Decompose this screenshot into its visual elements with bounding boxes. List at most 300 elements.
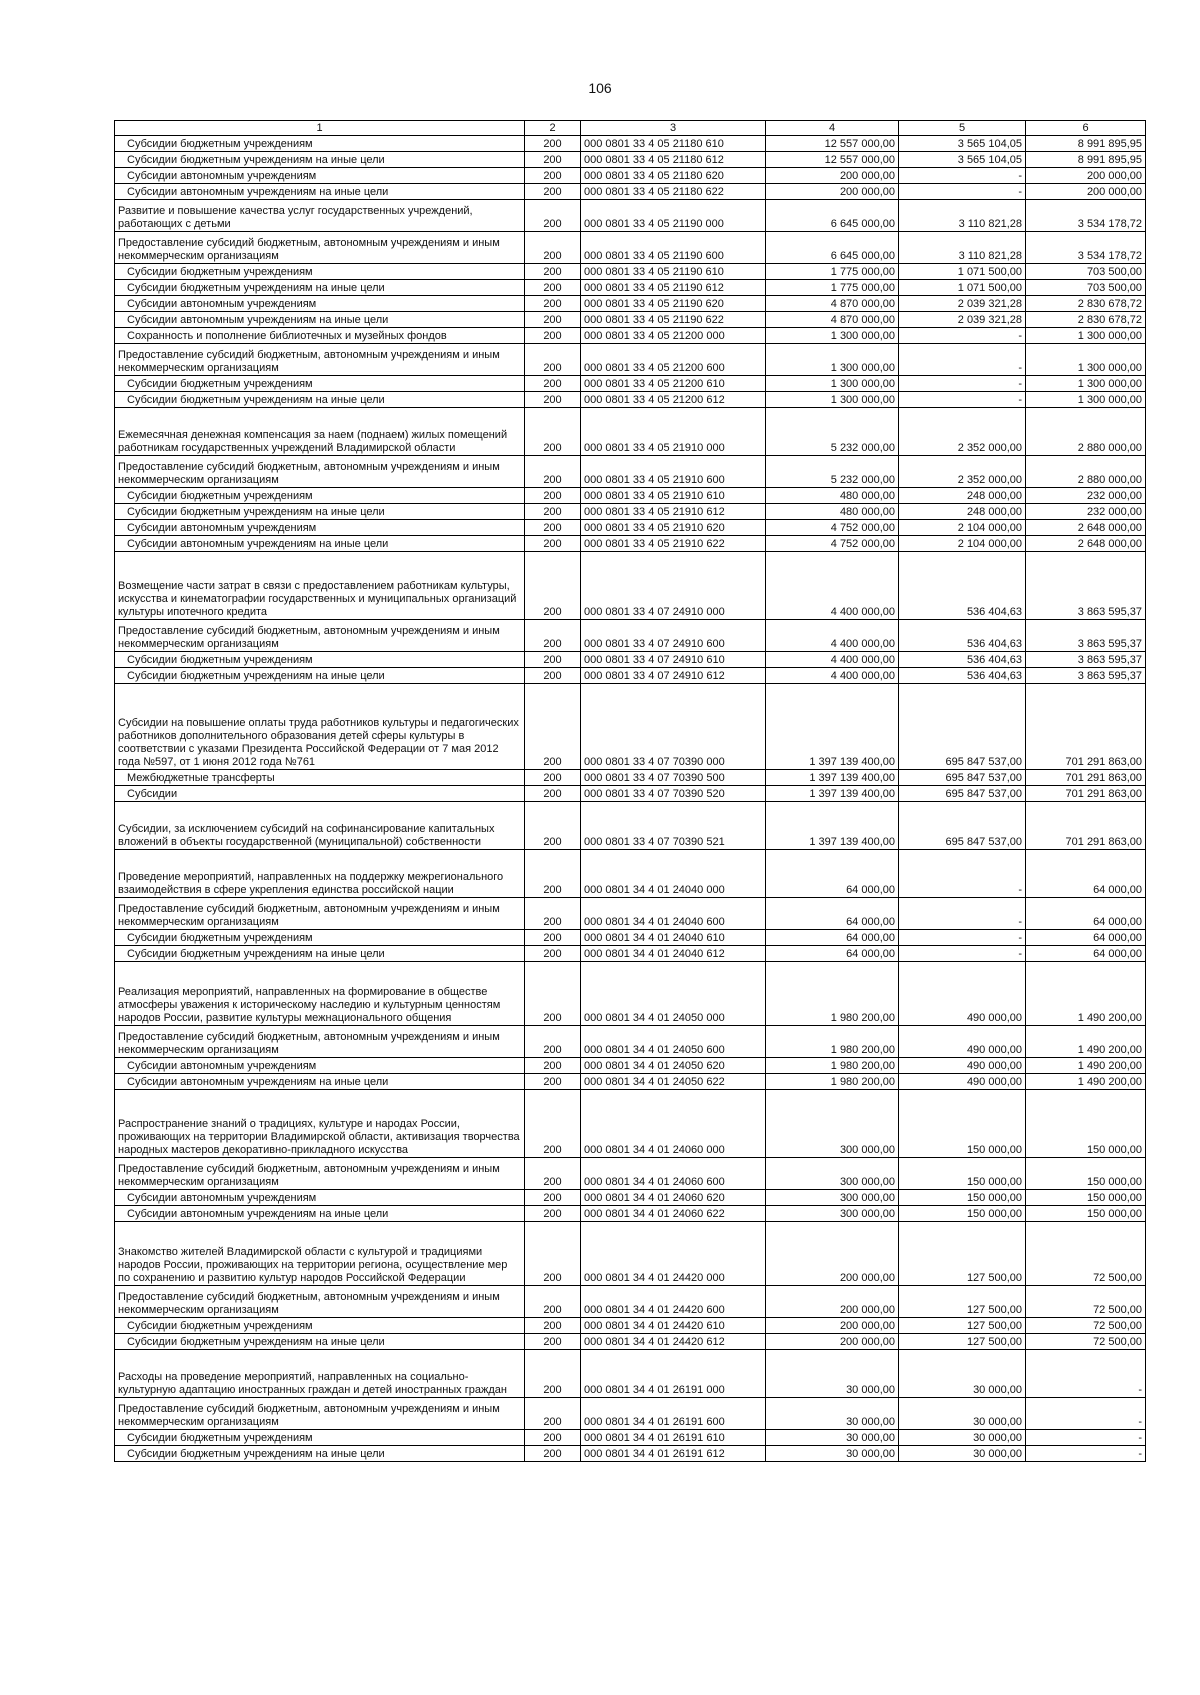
row-amount-col6-cell: 701 291 863,00 (1026, 684, 1146, 770)
row-name-cell: Субсидии автономным учреждениям на иные цели (115, 312, 525, 328)
row-amount-col6-cell: 64 000,00 (1026, 850, 1146, 898)
row-amount-col6-cell: 64 000,00 (1026, 930, 1146, 946)
row-code-cell: 200 (525, 1398, 581, 1430)
row-classification-cell: 000 0801 34 4 01 24050 600 (581, 1026, 766, 1058)
row-amount-col5-cell: 2 104 000,00 (899, 520, 1026, 536)
row-name-cell: Субсидии на повышение оплаты труда работников культуры и педагогических работников дополнительного образования детей сферы культуры в соответствии с указами Президента Российской Федерации от 7 мая 2012 года №597, от 1 июня 2012 года №761 (115, 684, 525, 770)
row-amount-col4-cell: 480 000,00 (766, 504, 899, 520)
row-code-cell: 200 (525, 200, 581, 232)
table-row (115, 684, 1146, 770)
row-name-cell: Субсидии автономным учреждениям на иные цели (115, 1074, 525, 1090)
row-name-cell: Расходы на проведение мероприятий, направленных на социально-культурную адаптацию иностранных граждан и детей иностранных граждан (115, 1350, 525, 1398)
row-classification-cell: 000 0801 33 4 05 21190 612 (581, 280, 766, 296)
table-row (115, 376, 1146, 392)
row-classification-cell: 000 0801 33 4 05 21190 000 (581, 200, 766, 232)
table-row (115, 504, 1146, 520)
row-classification-cell: 000 0801 34 4 01 24420 612 (581, 1334, 766, 1350)
row-amount-col5-cell: 1 071 500,00 (899, 264, 1026, 280)
table-row (115, 408, 1146, 456)
table-row (115, 1398, 1146, 1430)
table-row (115, 136, 1146, 152)
row-name-cell: Проведение мероприятий, направленных на поддержку межрегионального взаимодействия в сфере укрепления единства российской нации (115, 850, 525, 898)
row-amount-col6-cell: 1 490 200,00 (1026, 1074, 1146, 1090)
row-classification-cell: 000 0801 33 4 07 24910 610 (581, 652, 766, 668)
column-number-row (115, 121, 1146, 136)
row-amount-col6-cell: 701 291 863,00 (1026, 786, 1146, 802)
row-amount-col5-cell: - (899, 184, 1026, 200)
row-amount-col4-cell: 480 000,00 (766, 488, 899, 504)
row-classification-cell: 000 0801 33 4 05 21910 622 (581, 536, 766, 552)
row-amount-col6-cell: 701 291 863,00 (1026, 770, 1146, 786)
row-amount-col6-cell: 72 500,00 (1026, 1222, 1146, 1286)
row-amount-col5-cell: 1 071 500,00 (899, 280, 1026, 296)
row-code-cell: 200 (525, 802, 581, 850)
row-name-cell: Субсидии автономным учреждениям на иные цели (115, 536, 525, 552)
row-code-cell: 200 (525, 1090, 581, 1158)
row-classification-cell: 000 0801 34 4 01 24050 622 (581, 1074, 766, 1090)
row-classification-cell: 000 0801 33 4 05 21180 620 (581, 168, 766, 184)
row-amount-col6-cell: 150 000,00 (1026, 1090, 1146, 1158)
row-name-cell: Субсидии бюджетным учреждениям на иные цели (115, 1446, 525, 1462)
row-name-cell: Субсидии бюджетным учреждениям (115, 930, 525, 946)
table-row (115, 962, 1146, 1026)
row-amount-col4-cell: 64 000,00 (766, 850, 899, 898)
row-amount-col4-cell: 200 000,00 (766, 184, 899, 200)
row-amount-col4-cell: 1 980 200,00 (766, 1026, 899, 1058)
budget-table (114, 120, 1146, 1462)
row-classification-cell: 000 0801 33 4 05 21910 610 (581, 488, 766, 504)
row-classification-cell: 000 0801 33 4 07 70390 520 (581, 786, 766, 802)
row-amount-col6-cell: 3 863 595,37 (1026, 652, 1146, 668)
table-row (115, 1446, 1146, 1462)
table-row (115, 1318, 1146, 1334)
row-amount-col6-cell: 2 648 000,00 (1026, 520, 1146, 536)
row-amount-col4-cell: 1 980 200,00 (766, 1074, 899, 1090)
table-row (115, 328, 1146, 344)
row-code-cell: 200 (525, 1074, 581, 1090)
row-amount-col5-cell: - (899, 344, 1026, 376)
row-code-cell: 200 (525, 520, 581, 536)
row-code-cell: 200 (525, 376, 581, 392)
row-name-cell: Предоставление субсидий бюджетным, автономным учреждениям и иным некоммерческим организациям (115, 456, 525, 488)
row-classification-cell: 000 0801 34 4 01 24420 000 (581, 1222, 766, 1286)
table-row (115, 200, 1146, 232)
table-row (115, 930, 1146, 946)
row-code-cell: 200 (525, 1206, 581, 1222)
row-classification-cell: 000 0801 33 4 05 21910 620 (581, 520, 766, 536)
table-row (115, 520, 1146, 536)
row-code-cell: 200 (525, 184, 581, 200)
row-classification-cell: 000 0801 33 4 07 70390 500 (581, 770, 766, 786)
table-row (115, 1334, 1146, 1350)
row-name-cell: Субсидии (115, 786, 525, 802)
row-name-cell: Предоставление субсидий бюджетным, автономным учреждениям и иным некоммерческим организациям (115, 1398, 525, 1430)
row-amount-col4-cell: 300 000,00 (766, 1206, 899, 1222)
row-name-cell: Субсидии бюджетным учреждениям на иные цели (115, 1334, 525, 1350)
row-code-cell: 200 (525, 770, 581, 786)
row-code-cell: 200 (525, 684, 581, 770)
row-classification-cell: 000 0801 34 4 01 24420 600 (581, 1286, 766, 1318)
table-row (115, 1026, 1146, 1058)
row-amount-col4-cell: 6 645 000,00 (766, 232, 899, 264)
row-amount-col6-cell: 3 863 595,37 (1026, 552, 1146, 620)
row-amount-col6-cell: 200 000,00 (1026, 184, 1146, 200)
table-row (115, 850, 1146, 898)
row-amount-col4-cell: 1 397 139 400,00 (766, 770, 899, 786)
row-name-cell: Знакомство жителей Владимирской области с культурой и традициями народов России, проживающих на территории региона, осуществление мер по сохранению и развитию культур народов Российской Федерации (115, 1222, 525, 1286)
table-row (115, 1206, 1146, 1222)
table-row (115, 1430, 1146, 1446)
row-amount-col6-cell: 150 000,00 (1026, 1206, 1146, 1222)
row-code-cell: 200 (525, 504, 581, 520)
row-code-cell: 200 (525, 280, 581, 296)
row-name-cell: Субсидии бюджетным учреждениям (115, 652, 525, 668)
row-amount-col5-cell: 2 352 000,00 (899, 408, 1026, 456)
row-amount-col6-cell: 8 991 895,95 (1026, 152, 1146, 168)
row-name-cell: Субсидии бюджетным учреждениям на иные цели (115, 668, 525, 684)
row-amount-col5-cell: 2 039 321,28 (899, 312, 1026, 328)
row-amount-col5-cell: 150 000,00 (899, 1090, 1026, 1158)
row-name-cell: Субсидии автономным учреждениям (115, 520, 525, 536)
row-amount-col4-cell: 30 000,00 (766, 1430, 899, 1446)
row-amount-col5-cell: 248 000,00 (899, 504, 1026, 520)
table-row (115, 168, 1146, 184)
row-amount-col5-cell: 127 500,00 (899, 1318, 1026, 1334)
row-amount-col6-cell: 150 000,00 (1026, 1158, 1146, 1190)
row-amount-col5-cell: 3 565 104,05 (899, 152, 1026, 168)
row-name-cell: Межбюджетные трансферты (115, 770, 525, 786)
row-code-cell: 200 (525, 652, 581, 668)
row-amount-col6-cell: 2 880 000,00 (1026, 456, 1146, 488)
row-classification-cell: 000 0801 34 4 01 24050 000 (581, 962, 766, 1026)
budget-table-body (115, 136, 1146, 1462)
row-amount-col4-cell: 300 000,00 (766, 1190, 899, 1206)
row-classification-cell: 000 0801 33 4 05 21190 620 (581, 296, 766, 312)
row-classification-cell: 000 0801 34 4 01 26191 600 (581, 1398, 766, 1430)
row-amount-col6-cell: 1 300 000,00 (1026, 328, 1146, 344)
row-code-cell: 200 (525, 152, 581, 168)
row-amount-col5-cell: - (899, 392, 1026, 408)
row-amount-col5-cell: 127 500,00 (899, 1222, 1026, 1286)
table-row (115, 392, 1146, 408)
row-amount-col4-cell: 4 870 000,00 (766, 312, 899, 328)
row-code-cell: 200 (525, 328, 581, 344)
row-amount-col5-cell: 490 000,00 (899, 1026, 1026, 1058)
row-amount-col5-cell: 536 404,63 (899, 652, 1026, 668)
row-name-cell: Субсидии бюджетным учреждениям (115, 264, 525, 280)
row-code-cell: 200 (525, 1222, 581, 1286)
column-header: 3 (581, 121, 766, 136)
row-amount-col4-cell: 4 400 000,00 (766, 552, 899, 620)
row-amount-col6-cell: 2 830 678,72 (1026, 296, 1146, 312)
row-amount-col4-cell: 4 752 000,00 (766, 536, 899, 552)
row-classification-cell: 000 0801 33 4 07 70390 000 (581, 684, 766, 770)
row-name-cell: Субсидии автономным учреждениям (115, 296, 525, 312)
row-name-cell: Предоставление субсидий бюджетным, автономным учреждениям и иным некоммерческим организациям (115, 344, 525, 376)
row-amount-col6-cell: 200 000,00 (1026, 168, 1146, 184)
table-row (115, 312, 1146, 328)
row-classification-cell: 000 0801 34 4 01 24050 620 (581, 1058, 766, 1074)
row-code-cell: 200 (525, 536, 581, 552)
row-code-cell: 200 (525, 232, 581, 264)
row-code-cell: 200 (525, 344, 581, 376)
row-name-cell: Предоставление субсидий бюджетным, автономным учреждениям и иным некоммерческим организациям (115, 620, 525, 652)
row-amount-col4-cell: 4 400 000,00 (766, 668, 899, 684)
row-amount-col6-cell: - (1026, 1430, 1146, 1446)
row-amount-col5-cell: 127 500,00 (899, 1334, 1026, 1350)
row-amount-col4-cell: 300 000,00 (766, 1090, 899, 1158)
row-code-cell: 200 (525, 1334, 581, 1350)
row-amount-col4-cell: 30 000,00 (766, 1446, 899, 1462)
row-amount-col5-cell: 150 000,00 (899, 1158, 1026, 1190)
row-code-cell: 200 (525, 456, 581, 488)
row-name-cell: Предоставление субсидий бюджетным, автономным учреждениям и иным некоммерческим организациям (115, 1158, 525, 1190)
row-amount-col6-cell: 3 863 595,37 (1026, 620, 1146, 652)
table-row (115, 184, 1146, 200)
table-row (115, 652, 1146, 668)
row-classification-cell: 000 0801 34 4 01 24420 610 (581, 1318, 766, 1334)
table-row (115, 1190, 1146, 1206)
row-code-cell: 200 (525, 136, 581, 152)
row-amount-col6-cell: 2 648 000,00 (1026, 536, 1146, 552)
row-amount-col4-cell: 1 300 000,00 (766, 344, 899, 376)
row-classification-cell: 000 0801 34 4 01 24060 600 (581, 1158, 766, 1190)
row-code-cell: 200 (525, 946, 581, 962)
budget-sheet (114, 120, 1146, 1462)
table-row (115, 232, 1146, 264)
row-name-cell: Развитие и повышение качества услуг государственных учреждений, работающих с детьми (115, 200, 525, 232)
row-classification-cell: 000 0801 34 4 01 24040 610 (581, 930, 766, 946)
row-amount-col5-cell: - (899, 898, 1026, 930)
row-name-cell: Субсидии автономным учреждениям на иные цели (115, 1206, 525, 1222)
row-classification-cell: 000 0801 34 4 01 26191 000 (581, 1350, 766, 1398)
row-amount-col5-cell: 150 000,00 (899, 1206, 1026, 1222)
row-classification-cell: 000 0801 34 4 01 24060 620 (581, 1190, 766, 1206)
table-row (115, 1074, 1146, 1090)
row-amount-col6-cell: - (1026, 1350, 1146, 1398)
row-amount-col6-cell: - (1026, 1398, 1146, 1430)
row-amount-col4-cell: 1 300 000,00 (766, 392, 899, 408)
row-amount-col6-cell: 1 490 200,00 (1026, 1026, 1146, 1058)
row-name-cell: Предоставление субсидий бюджетным, автономным учреждениям и иным некоммерческим организациям (115, 1286, 525, 1318)
table-row (115, 1222, 1146, 1286)
row-name-cell: Возмещение части затрат в связи с предоставлением работникам культуры, искусства и кинематографии государственных и муниципальных организаций культуры ипотечного кредита (115, 552, 525, 620)
table-row (115, 344, 1146, 376)
row-code-cell: 200 (525, 312, 581, 328)
row-amount-col4-cell: 1 397 139 400,00 (766, 802, 899, 850)
row-name-cell: Субсидии бюджетным учреждениям (115, 1430, 525, 1446)
row-amount-col4-cell: 200 000,00 (766, 168, 899, 184)
row-classification-cell: 000 0801 33 4 05 21910 612 (581, 504, 766, 520)
row-amount-col5-cell: - (899, 328, 1026, 344)
row-code-cell: 200 (525, 168, 581, 184)
row-amount-col5-cell: 536 404,63 (899, 552, 1026, 620)
row-amount-col6-cell: 2 880 000,00 (1026, 408, 1146, 456)
row-code-cell: 200 (525, 1058, 581, 1074)
row-classification-cell: 000 0801 34 4 01 24060 622 (581, 1206, 766, 1222)
row-amount-col5-cell: 3 565 104,05 (899, 136, 1026, 152)
table-row (115, 1350, 1146, 1398)
row-amount-col4-cell: 300 000,00 (766, 1158, 899, 1190)
row-name-cell: Субсидии автономным учреждениям на иные цели (115, 184, 525, 200)
row-amount-col4-cell: 4 400 000,00 (766, 652, 899, 668)
row-code-cell: 200 (525, 552, 581, 620)
row-amount-col6-cell: 703 500,00 (1026, 280, 1146, 296)
row-classification-cell: 000 0801 34 4 01 24040 600 (581, 898, 766, 930)
row-amount-col4-cell: 1 980 200,00 (766, 962, 899, 1026)
row-code-cell: 200 (525, 296, 581, 312)
row-name-cell: Предоставление субсидий бюджетным, автономным учреждениям и иным некоммерческим организациям (115, 1026, 525, 1058)
row-classification-cell: 000 0801 33 4 05 21200 612 (581, 392, 766, 408)
row-classification-cell: 000 0801 34 4 01 26191 612 (581, 1446, 766, 1462)
row-amount-col5-cell: - (899, 930, 1026, 946)
row-code-cell: 200 (525, 898, 581, 930)
row-amount-col4-cell: 4 400 000,00 (766, 620, 899, 652)
row-name-cell: Предоставление субсидий бюджетным, автономным учреждениям и иным некоммерческим организациям (115, 232, 525, 264)
row-amount-col5-cell: 248 000,00 (899, 488, 1026, 504)
row-amount-col5-cell: - (899, 376, 1026, 392)
row-classification-cell: 000 0801 33 4 05 21190 622 (581, 312, 766, 328)
row-classification-cell: 000 0801 33 4 07 70390 521 (581, 802, 766, 850)
row-classification-cell: 000 0801 34 4 01 24040 000 (581, 850, 766, 898)
row-amount-col4-cell: 1 775 000,00 (766, 280, 899, 296)
row-name-cell: Сохранность и пополнение библиотечных и музейных фондов (115, 328, 525, 344)
row-name-cell: Ежемесячная денежная компенсация за наем (поднаем) жилых помещений работникам государственных учреждений Владимирской области (115, 408, 525, 456)
row-code-cell: 200 (525, 408, 581, 456)
row-classification-cell: 000 0801 33 4 05 21910 600 (581, 456, 766, 488)
row-classification-cell: 000 0801 33 4 05 21200 600 (581, 344, 766, 376)
row-classification-cell: 000 0801 33 4 05 21200 000 (581, 328, 766, 344)
row-classification-cell: 000 0801 33 4 05 21180 612 (581, 152, 766, 168)
row-amount-col6-cell: 232 000,00 (1026, 488, 1146, 504)
row-amount-col4-cell: 200 000,00 (766, 1286, 899, 1318)
row-name-cell: Субсидии бюджетным учреждениям на иные цели (115, 152, 525, 168)
row-amount-col5-cell: 695 847 537,00 (899, 684, 1026, 770)
row-amount-col6-cell: - (1026, 1446, 1146, 1462)
row-amount-col5-cell: 30 000,00 (899, 1398, 1026, 1430)
row-classification-cell: 000 0801 33 4 05 21180 610 (581, 136, 766, 152)
row-code-cell: 200 (525, 264, 581, 280)
table-row (115, 1158, 1146, 1190)
table-row (115, 264, 1146, 280)
row-code-cell: 200 (525, 488, 581, 504)
row-code-cell: 200 (525, 1026, 581, 1058)
table-row (115, 620, 1146, 652)
page-number: 106 (588, 80, 612, 96)
row-amount-col4-cell: 200 000,00 (766, 1334, 899, 1350)
row-amount-col4-cell: 200 000,00 (766, 1222, 899, 1286)
row-amount-col5-cell: 2 039 321,28 (899, 296, 1026, 312)
table-row (115, 552, 1146, 620)
row-amount-col4-cell: 5 232 000,00 (766, 408, 899, 456)
row-amount-col6-cell: 1 300 000,00 (1026, 392, 1146, 408)
row-amount-col4-cell: 64 000,00 (766, 930, 899, 946)
column-header: 4 (766, 121, 899, 136)
row-classification-cell: 000 0801 33 4 05 21190 600 (581, 232, 766, 264)
row-amount-col5-cell: 695 847 537,00 (899, 770, 1026, 786)
row-amount-col5-cell: 536 404,63 (899, 620, 1026, 652)
table-row (115, 1058, 1146, 1074)
row-classification-cell: 000 0801 33 4 07 24910 600 (581, 620, 766, 652)
row-amount-col5-cell: 127 500,00 (899, 1286, 1026, 1318)
row-amount-col5-cell: 536 404,63 (899, 668, 1026, 684)
row-amount-col5-cell: 2 352 000,00 (899, 456, 1026, 488)
row-amount-col6-cell: 701 291 863,00 (1026, 802, 1146, 850)
row-amount-col4-cell: 4 752 000,00 (766, 520, 899, 536)
row-amount-col4-cell: 4 870 000,00 (766, 296, 899, 312)
row-code-cell: 200 (525, 668, 581, 684)
row-amount-col4-cell: 30 000,00 (766, 1398, 899, 1430)
row-name-cell: Субсидии бюджетным учреждениям (115, 376, 525, 392)
row-amount-col6-cell: 1 300 000,00 (1026, 376, 1146, 392)
row-amount-col4-cell: 6 645 000,00 (766, 200, 899, 232)
row-name-cell: Субсидии бюджетным учреждениям (115, 136, 525, 152)
row-name-cell: Распространение знаний о традициях, культуре и народах России, проживающих на территории Владимирской области, активизация творчества народных мастеров декоративно-прикладного искусства (115, 1090, 525, 1158)
row-classification-cell: 000 0801 34 4 01 24040 612 (581, 946, 766, 962)
row-name-cell: Субсидии автономным учреждениям (115, 1058, 525, 1074)
row-amount-col6-cell: 1 490 200,00 (1026, 962, 1146, 1026)
table-row (115, 786, 1146, 802)
row-code-cell: 200 (525, 1318, 581, 1334)
row-amount-col4-cell: 1 300 000,00 (766, 328, 899, 344)
row-amount-col5-cell: 2 104 000,00 (899, 536, 1026, 552)
row-classification-cell: 000 0801 33 4 05 21190 610 (581, 264, 766, 280)
row-amount-col6-cell: 3 534 178,72 (1026, 200, 1146, 232)
row-classification-cell: 000 0801 33 4 05 21180 622 (581, 184, 766, 200)
column-header: 1 (115, 121, 525, 136)
table-row (115, 946, 1146, 962)
row-classification-cell: 000 0801 34 4 01 24060 000 (581, 1090, 766, 1158)
row-classification-cell: 000 0801 33 4 05 21200 610 (581, 376, 766, 392)
row-code-cell: 200 (525, 1350, 581, 1398)
row-amount-col6-cell: 150 000,00 (1026, 1190, 1146, 1206)
row-name-cell: Субсидии бюджетным учреждениям на иные цели (115, 946, 525, 962)
row-amount-col4-cell: 1 775 000,00 (766, 264, 899, 280)
row-name-cell: Субсидии, за исключением субсидий на софинансирование капитальных вложений в объекты государственной (муниципальной) собственности (115, 802, 525, 850)
row-code-cell: 200 (525, 392, 581, 408)
table-row (115, 296, 1146, 312)
row-amount-col6-cell: 1 490 200,00 (1026, 1058, 1146, 1074)
row-name-cell: Субсидии автономным учреждениям (115, 1190, 525, 1206)
row-name-cell: Субсидии бюджетным учреждениям на иные цели (115, 392, 525, 408)
row-amount-col5-cell: 30 000,00 (899, 1350, 1026, 1398)
table-row (115, 770, 1146, 786)
row-amount-col5-cell: 3 110 821,28 (899, 232, 1026, 264)
row-code-cell: 200 (525, 1286, 581, 1318)
row-amount-col5-cell: 30 000,00 (899, 1430, 1026, 1446)
row-amount-col5-cell: 695 847 537,00 (899, 786, 1026, 802)
table-row (115, 1090, 1146, 1158)
row-amount-col6-cell: 3 534 178,72 (1026, 232, 1146, 264)
row-classification-cell: 000 0801 34 4 01 26191 610 (581, 1430, 766, 1446)
row-code-cell: 200 (525, 1158, 581, 1190)
table-row (115, 1286, 1146, 1318)
row-code-cell: 200 (525, 1446, 581, 1462)
row-code-cell: 200 (525, 786, 581, 802)
row-name-cell: Субсидии автономным учреждениям (115, 168, 525, 184)
row-name-cell: Предоставление субсидий бюджетным, автономным учреждениям и иным некоммерческим организациям (115, 898, 525, 930)
row-code-cell: 200 (525, 620, 581, 652)
row-amount-col5-cell: 695 847 537,00 (899, 802, 1026, 850)
table-row (115, 152, 1146, 168)
row-amount-col4-cell: 12 557 000,00 (766, 152, 899, 168)
row-amount-col4-cell: 64 000,00 (766, 898, 899, 930)
table-row (115, 280, 1146, 296)
table-row (115, 536, 1146, 552)
row-code-cell: 200 (525, 850, 581, 898)
row-amount-col6-cell: 8 991 895,95 (1026, 136, 1146, 152)
row-code-cell: 200 (525, 962, 581, 1026)
